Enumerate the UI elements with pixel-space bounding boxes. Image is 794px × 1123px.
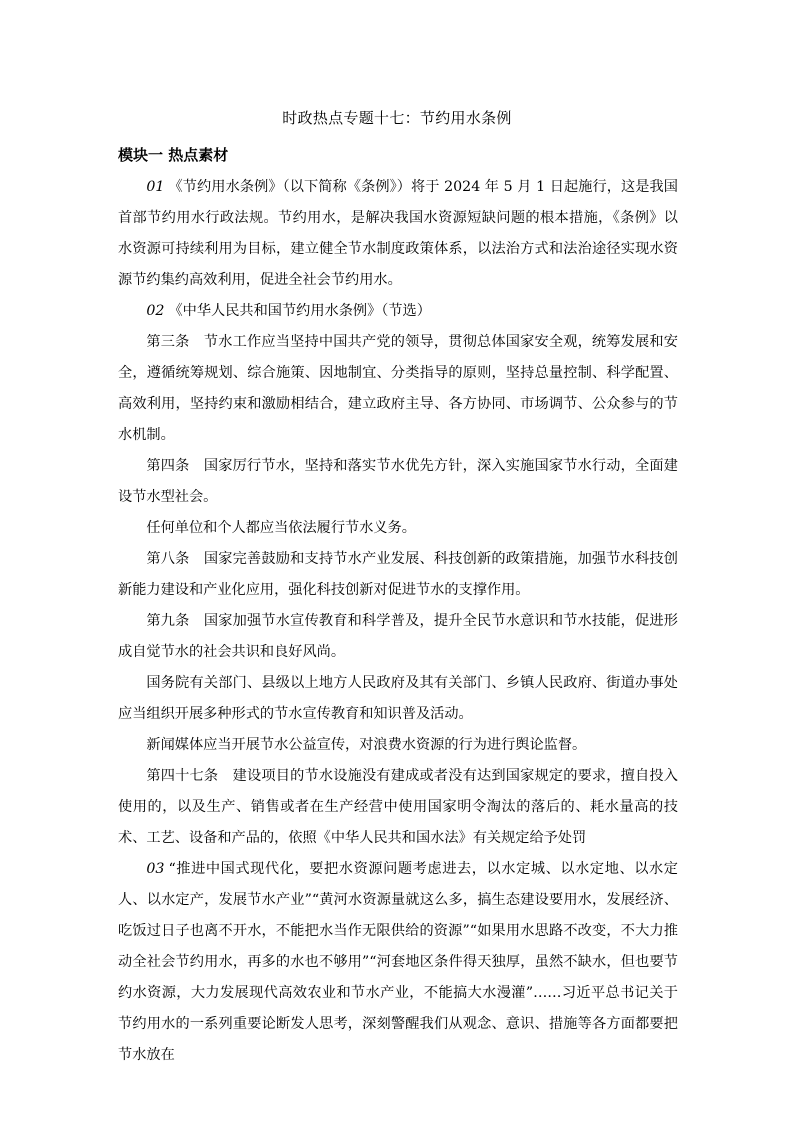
section-heading: 模块一 热点素材 [118,146,229,164]
article-47 [118,761,678,854]
paragraph-text: 第九条 国家加强节水宣传教育和科学普及，提升全民节水意识和节水技能，促进形成自觉节水的社会共识和良好风尚。 [118,613,678,660]
document-title: 时政热点专题十七：节约用水条例 [282,109,512,127]
paragraph-text: “推进中国式现代化，要把水资源问题考虑进去，以水定城、以水定地、以水定人、以水定产，发展节水产业”“黄河水资源量就这么多，搞生态建设要用水，发展经济、吃饭过日子也离不开水，不能把水当作无限供给的资源”“如果用水思路不改变，不大力推动全社会节约用水，再多的水也不够用”“河套地区条件得天独厚，虽然不缺水，但也要节约水资源，大力发展现代高效农业和节水产业，不能搞大水漫灌”……习近平总书记关于节约用水的一系列重要论断发人思考，深刻警醒我们从观念、意识、措施等各方面都要把节水放在 [118,861,678,1063]
article-4-clause [118,513,678,544]
paragraph-number: 01 [146,179,165,195]
article-4 [118,451,678,513]
article-9 [118,606,678,668]
paragraph-text: 《节约用水条例》（以下简称《条例》）将于 2024 年 5 月 1 日起施行，这是我国首部节约用水行政法规。节约用水，是解决我国水资源短缺问题的根本措施，《条例》以水资源可持续利用为目标，建立健全节水制度政策体系，以法治方式和法治途径实现水资源节约集约高效利用，促进全社会节约用水。 [118,179,678,288]
article-9-clause-3 [118,730,678,761]
article-9-clause-2 [118,668,678,730]
paragraph-text: 第四条 国家厉行节水，坚持和落实节水优先方针，深入实施国家节水行动，全面建设节水型社会。 [118,458,678,505]
article-8 [118,544,678,606]
paragraph-03 [118,854,678,1071]
paragraph-text: 国务院有关部门、县级以上地方人民政府及其有关部门、乡镇人民政府、街道办事处应当组织开展多种形式的节水宣传教育和知识普及活动。 [118,675,678,722]
paragraph-text: 新闻媒体应当开展节水公益宣传，对浪费水资源的行为进行舆论监督。 [146,737,587,753]
paragraph-number: 02 [146,303,165,319]
paragraph-text: 《中华人民共和国节约用水条例》（节选） [168,303,431,319]
article-3 [118,327,678,451]
paragraph-text: 第三条 节水工作应当坚持中国共产党的领导，贯彻总体国家安全观，统筹发展和安全，遵循统筹规划、综合施策、因地制宜、分类指导的原则，坚持总量控制、科学配置、高效利用，坚持约束和激励相结合，建立政府主导、各方协同、市场调节、公众参与的节水机制。 [118,334,678,443]
paragraph-02 [118,296,678,327]
document-body [118,172,678,1071]
paragraph-text: 第四十七条 建设项目的节水设施没有建成或者没有达到国家规定的要求，擅自投入使用的，以及生产、销售或者在生产经营中使用国家明令淘汰的落后的、耗水量高的技术、工艺、设备和产品的，依照《中华人民共和国水法》有关规定给予处罚 [118,768,678,846]
paragraph-text: 第八条 国家完善鼓励和支持节水产业发展、科技创新的政策措施，加强节水科技创新能力建设和产业化应用，强化科技创新对促进节水的支撑作用。 [118,551,678,598]
paragraph-number: 03 [146,861,165,877]
paragraph-01 [118,172,678,296]
paragraph-text: 任何单位和个人都应当依法履行节水义务。 [146,520,416,536]
